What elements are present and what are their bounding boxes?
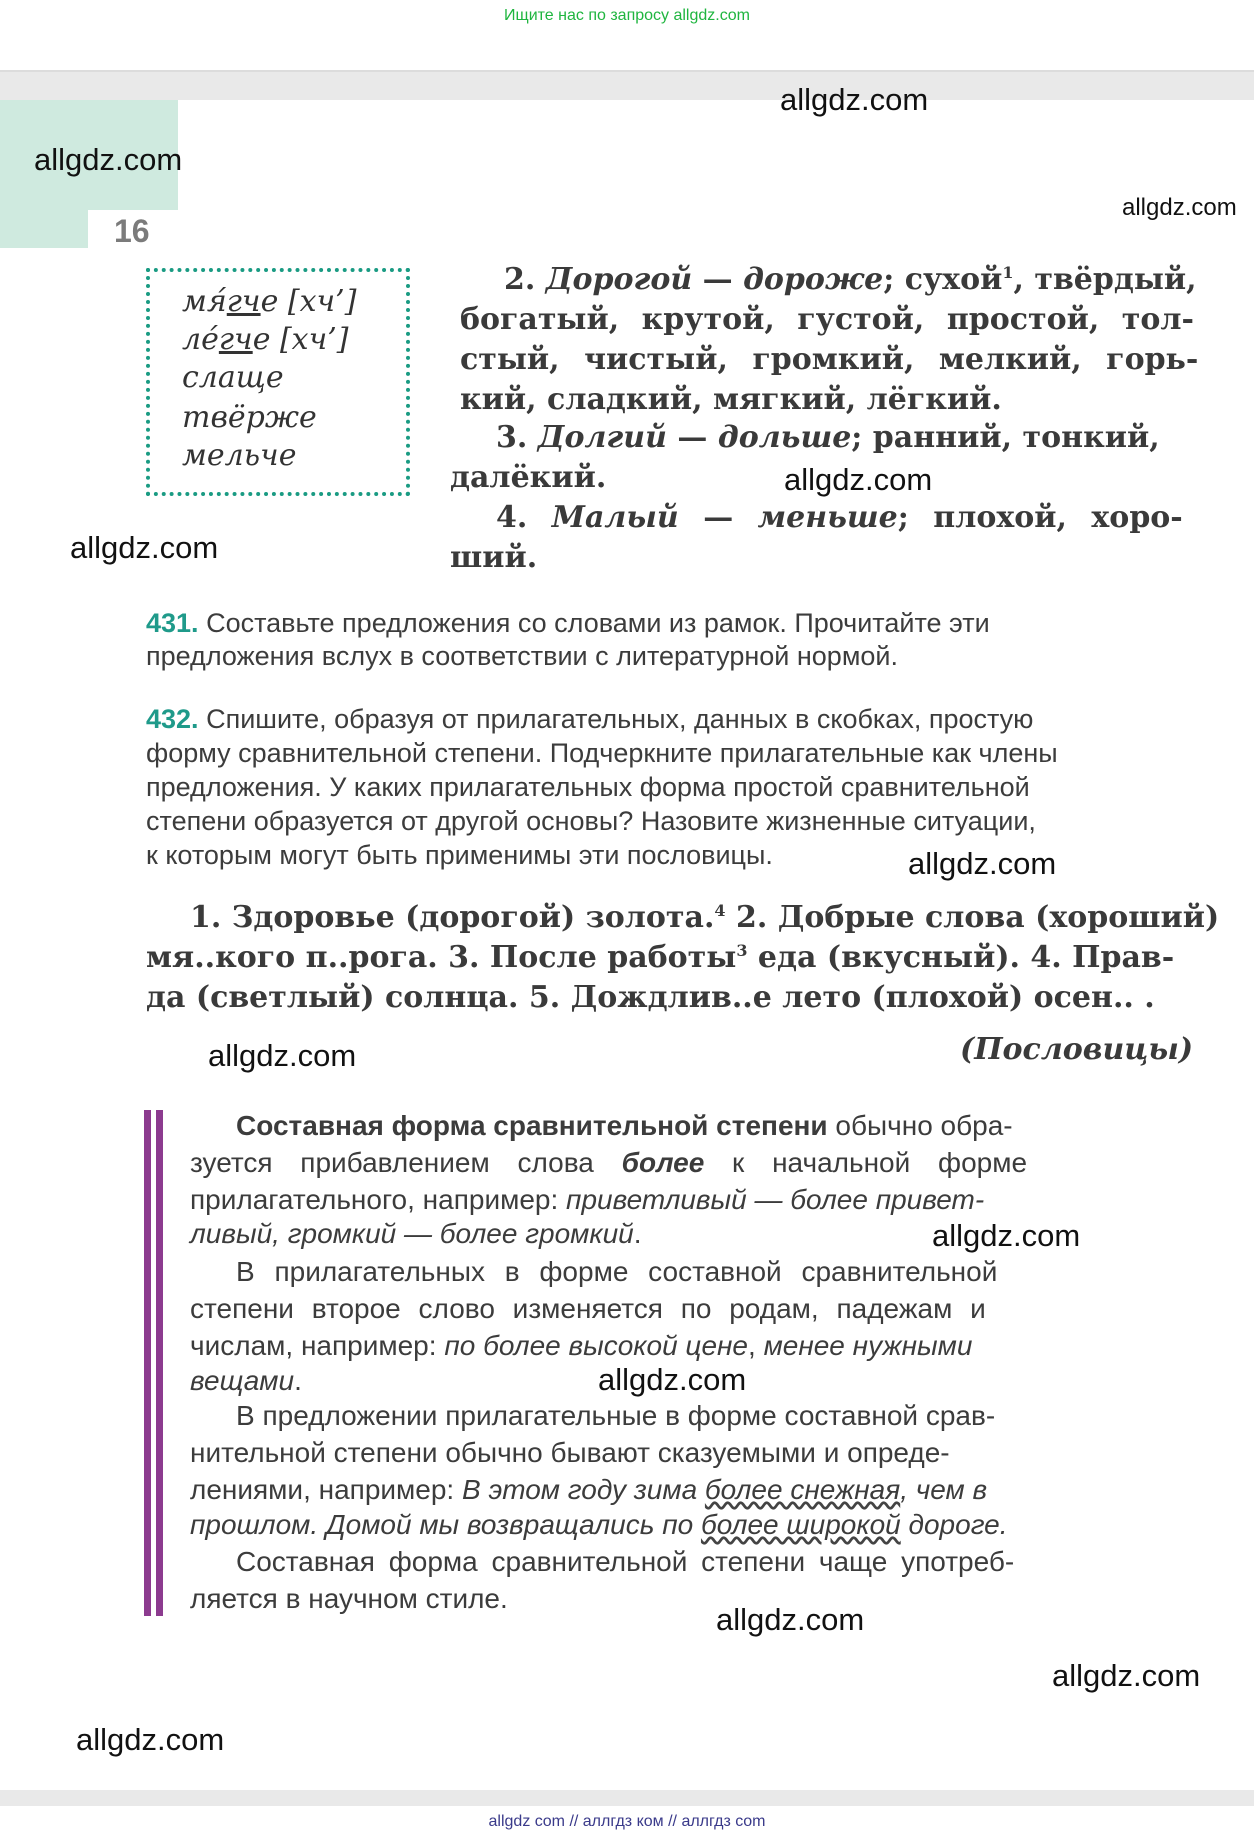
top-banner (0, 0, 1254, 36)
item-3-line2: далёкий. (450, 460, 607, 495)
item-2: 2. Дорогой — дороже; сухой$^1$, твёрдый, (504, 262, 1197, 297)
proverbs-line3: да (светлый) солнца. 5. Дождлив..е лето (плохой) осен.. . (146, 980, 1155, 1015)
watermark: allgdz.com (1122, 194, 1237, 221)
ex432-line4: степени образуется от другой основы? Назовите жизненные ситуации, (146, 806, 1036, 836)
box-word-2: ле́гче [хч’] (182, 322, 349, 357)
rule-p1-line3: прилагательного, например: приветливый — более привет- (190, 1184, 985, 1215)
bottom-banner (0, 1806, 1254, 1838)
rule-p1-line2: зуется прибавлением слова более к начальной форме (190, 1147, 1028, 1178)
rule-p4-line1: Составная форма сравнительной степени чаще употреб- (236, 1546, 1015, 1577)
watermark: allgdz.com (76, 1722, 225, 1757)
word-box (146, 268, 410, 496)
box-word-5: мельче (182, 438, 297, 473)
rule-bar-left (144, 1110, 151, 1616)
rule-p2-line2: степени второе слово изменяется по родам, падежам и (190, 1293, 986, 1324)
watermark: allgdz.com (908, 846, 1057, 881)
proverbs-line1: 1. Здоровье (дорогой) золота.$^4$ 2. Добрые слова (хороший) (190, 900, 1220, 935)
rule-p3-line4: прошлом. Домой мы возвращались по более широкой дороге. (190, 1509, 1008, 1540)
proverbs-source: (Пословицы) (960, 1032, 1194, 1067)
box-word-3: слаще (182, 360, 284, 395)
proverbs-line2: мя..кого п..рога. 3. После работы$^3$ еда (вкусный). 4. Прав- (146, 940, 1175, 975)
rule-p1-line1: Составная форма сравнительной степени обычно обра- (236, 1110, 1013, 1141)
box-word-4: твёрже (182, 400, 317, 435)
watermark: allgdz.com (34, 142, 183, 177)
rule-p3-line3: лениями, например: В этом году зима более снежная, чем в (190, 1474, 988, 1505)
box-word-1: мя́гче [хч’] (182, 284, 357, 319)
bottom-banner-text: allgdz com // аллгдз ком // аллгдз com (488, 1813, 766, 1830)
watermark: allgdz.com (716, 1602, 865, 1637)
page-number: 16 (114, 213, 150, 249)
rule-p1-line4: ливый, громкий — более громкий. (190, 1218, 642, 1249)
rule-bar-right (156, 1110, 163, 1616)
watermark: allgdz.com (598, 1362, 747, 1397)
rule-p2-line4: вещами. (190, 1365, 302, 1396)
item-2-line3: стый, чистый, громкий, мелкий, горь- (460, 342, 1199, 377)
item-4: 4. Малый — меньше; плохой, хоро- (496, 500, 1183, 535)
item-4-line2: ший. (450, 540, 538, 575)
rule-p2-line3: числам, например: по более высокой цене, менее нужными (190, 1330, 973, 1361)
watermark: allgdz.com (932, 1218, 1081, 1253)
rule-p2-line1: В прилагательных в форме составной сравнительной (236, 1256, 998, 1287)
item-2-line2: богатый, крутой, густой, простой, тол- (460, 302, 1194, 337)
ex431-line2: предложения вслух в соответствии с литературной нормой. (146, 641, 898, 671)
top-banner-text: Ищите нас по запросу allgdz.com (504, 7, 750, 24)
ex432-line3: предложения. У каких прилагательных форма простой сравнительной (146, 772, 1030, 802)
item-3: 3. Долгий — дольше; ранний, тонкий, (496, 420, 1160, 455)
top-strip (0, 36, 1254, 72)
watermark: allgdz.com (780, 82, 929, 117)
watermark: allgdz.com (208, 1038, 357, 1073)
watermark: allgdz.com (784, 462, 933, 497)
rule-p4-line2: ляется в научном стиле. (190, 1583, 508, 1614)
ex432-line5: к которым могут быть применимы эти пословицы. (146, 840, 773, 870)
watermark: allgdz.com (70, 530, 219, 565)
item-2-line4: кий, сладкий, мягкий, лёгкий. (460, 382, 1002, 417)
ex432-line2: форму сравнительной степени. Подчеркните прилагательные как члены (146, 738, 1058, 768)
ex432-line1: 432. Спишите, образуя от прилагательных, данных в скобках, простую (146, 704, 1034, 734)
watermark: allgdz.com (1052, 1658, 1201, 1693)
rule-p3-line1: В предложении прилагательные в форме составной срав- (236, 1400, 996, 1431)
ex431-line1: 431. Составьте предложения со словами из рамок. Прочитайте эти (146, 608, 990, 638)
rule-p3-line2: нительной степени обычно бывают сказуемыми и опреде- (190, 1437, 950, 1468)
